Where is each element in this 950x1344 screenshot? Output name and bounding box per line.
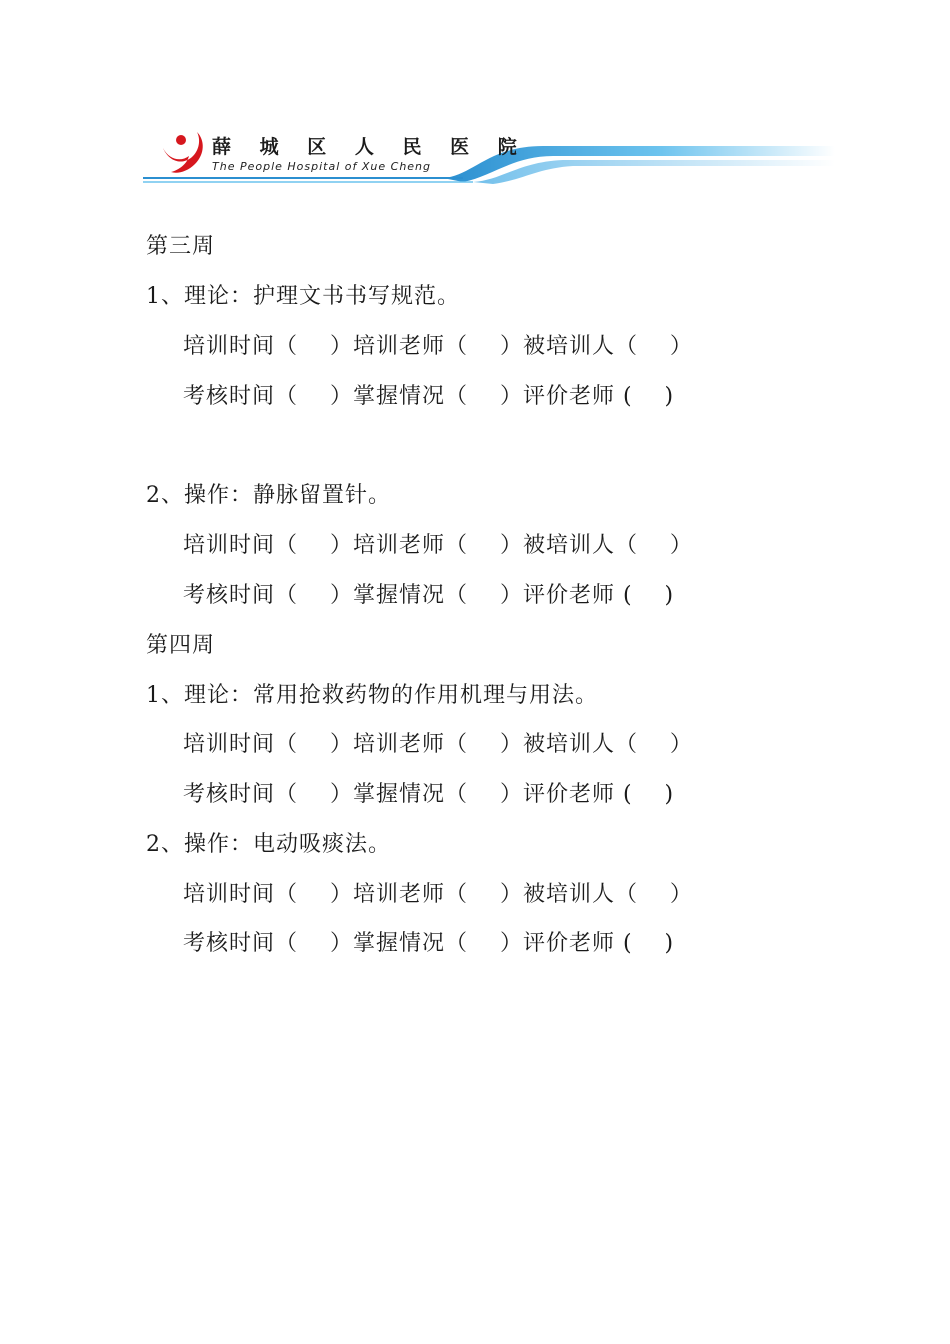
assessment-row: 考核时间（ ）掌握情况（ ）评价老师 ( ) xyxy=(183,583,675,608)
assessment-row: 考核时间（ ）掌握情况（ ）评价老师 ( ) xyxy=(183,384,675,409)
training-row: 培训时间（ ）培训老师（ ）被培训人（ ） xyxy=(183,882,693,907)
training-row: 培训时间（ ）培训老师（ ）被培训人（ ） xyxy=(183,732,693,757)
item-heading: 1、理论：常用抢救药物的作用机理与用法。 xyxy=(146,683,598,708)
week-title: 第三周 xyxy=(146,234,216,259)
item-heading: 2、操作：电动吸痰法。 xyxy=(146,832,391,857)
training-row: 培训时间（ ）培训老师（ ）被培训人（ ） xyxy=(183,334,693,359)
item-heading: 1、理论：护理文书书写规范。 xyxy=(146,284,460,309)
item-heading: 2、操作：静脉留置针。 xyxy=(146,483,391,508)
week-title: 第四周 xyxy=(146,633,216,658)
assessment-row: 考核时间（ ）掌握情况（ ）评价老师 ( ) xyxy=(183,931,675,956)
assessment-row: 考核时间（ ）掌握情况（ ）评价老师 ( ) xyxy=(183,782,675,807)
training-row: 培训时间（ ）培训老师（ ）被培训人（ ） xyxy=(183,533,693,558)
hospital-name-english: The People Hospital of Xue Cheng xyxy=(212,160,432,173)
hospital-name-chinese: 薛 城 区 人 民 医 院 xyxy=(212,136,528,158)
